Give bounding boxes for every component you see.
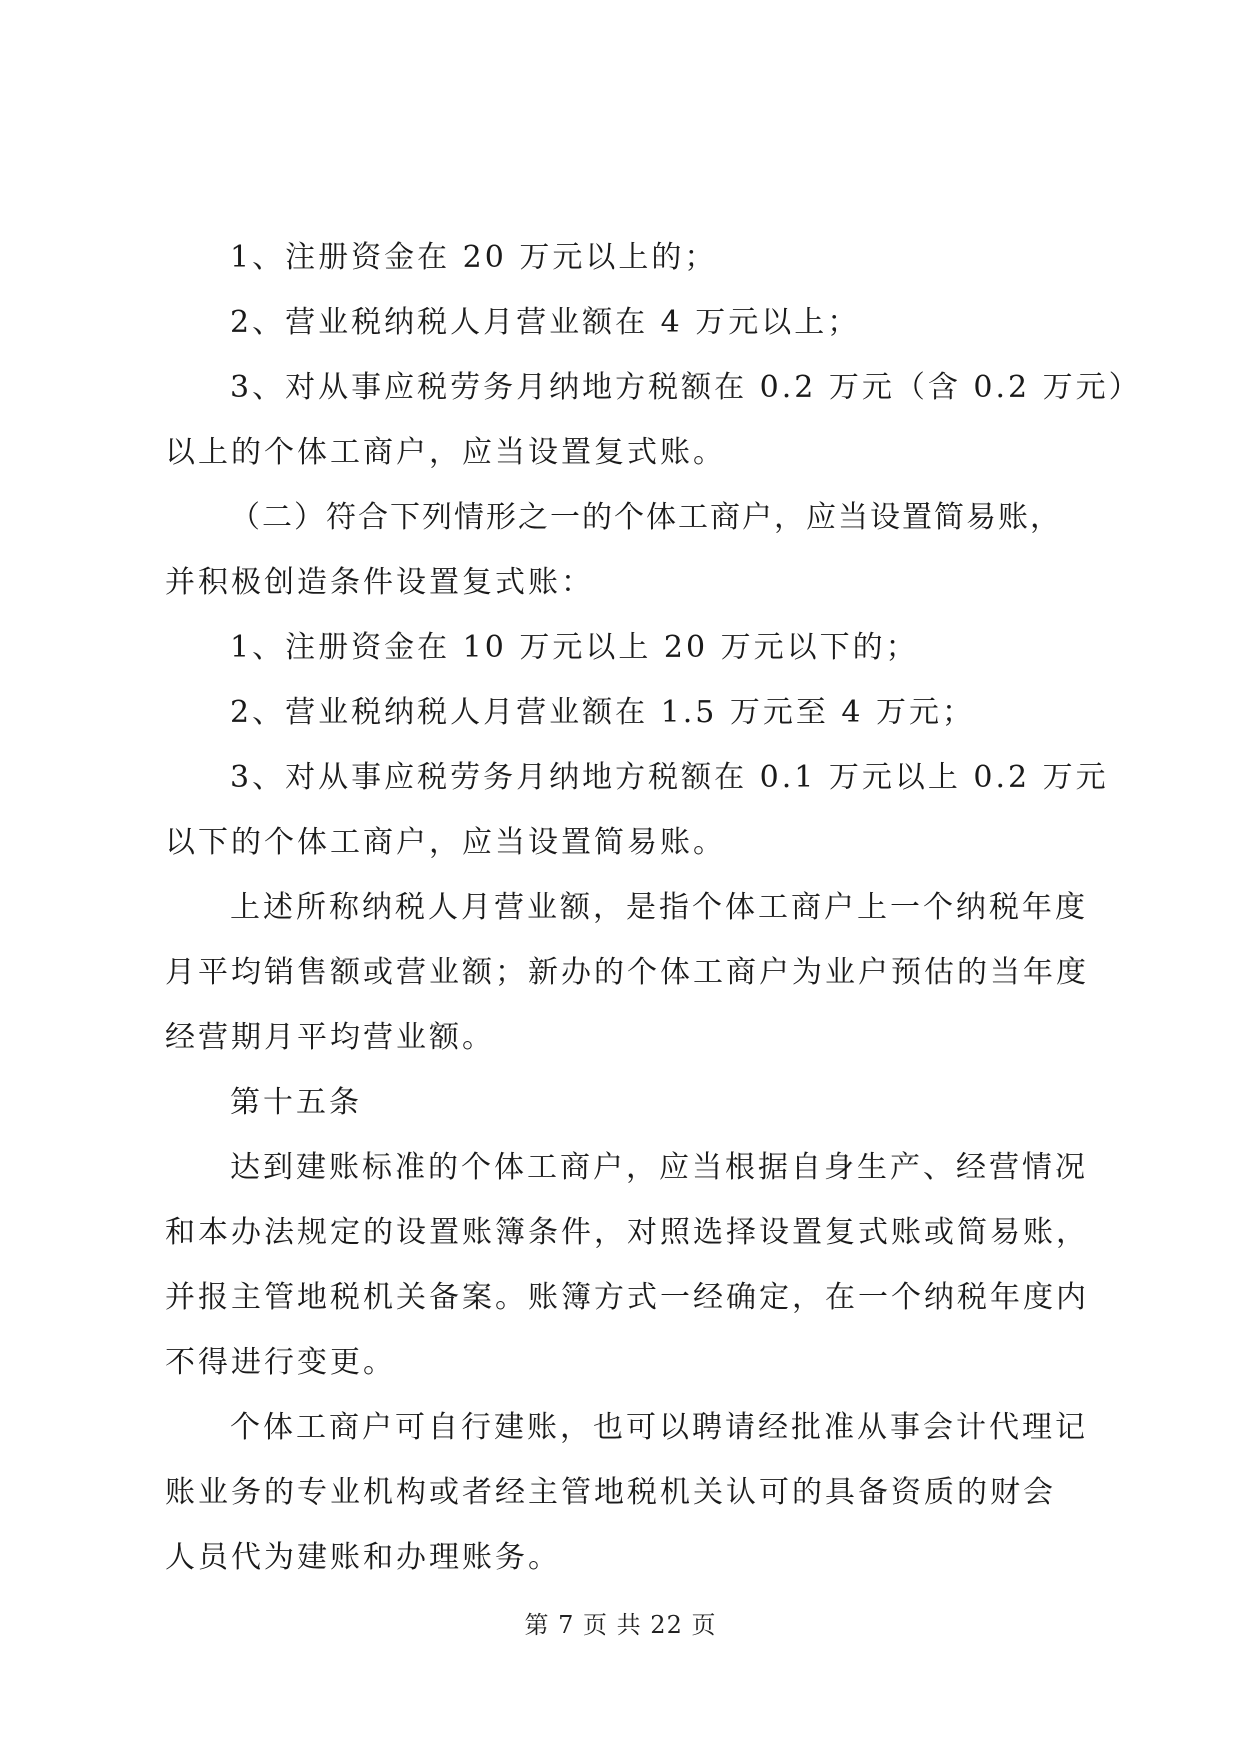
paragraph-line: 和本办法规定的设置账簿条件，对照选择设置复式账或简易账， xyxy=(165,1215,1089,1250)
paragraph-line: 不得进行变更。 xyxy=(165,1345,396,1380)
paragraph-line: 以下的个体工商户，应当设置简易账。 xyxy=(165,825,726,860)
paragraph-line: 并报主管地税机关备案。账簿方式一经确定，在一个纳税年度内 xyxy=(165,1280,1089,1315)
paragraph-line: 上述所称纳税人月营业额，是指个体工商户上一个纳税年度 xyxy=(230,890,1088,925)
article-heading: 第十五条 xyxy=(230,1085,362,1120)
paragraph-line: 月平均销售额或营业额；新办的个体工商户为业户预估的当年度 xyxy=(165,955,1089,990)
paragraph-line: 账业务的专业机构或者经主管地税机关认可的具备资质的财会 xyxy=(165,1475,1056,1510)
paragraph-line: 个体工商户可自行建账，也可以聘请经批准从事会计代理记 xyxy=(230,1410,1088,1445)
document-body xyxy=(165,225,1142,1590)
page-number: 第 7 页 共 22 页 xyxy=(524,1611,717,1639)
list-item: 3、对从事应税劳务月纳地方税额在 0.2 万元（含 0.2 万元） xyxy=(230,370,1142,405)
paragraph-line: 并积极创造条件设置复式账： xyxy=(165,565,594,600)
paragraph-line: 人员代为建账和办理账务。 xyxy=(165,1540,561,1575)
paragraph-line: 以上的个体工商户，应当设置复式账。 xyxy=(165,435,726,470)
list-item: 1、注册资金在 10 万元以上 20 万元以下的； xyxy=(230,630,919,665)
paragraph-line: 达到建账标准的个体工商户，应当根据自身生产、经营情况 xyxy=(230,1150,1088,1185)
paragraph-line: 经营期月平均营业额。 xyxy=(165,1020,495,1055)
list-item: 1、注册资金在 20 万元以上的； xyxy=(230,240,718,275)
section-heading-line: （二）符合下列情形之一的个体工商户，应当设置简易账， xyxy=(230,500,1062,535)
list-item: 2、营业税纳税人月营业额在 1.5 万元至 4 万元； xyxy=(230,695,976,730)
list-item: 2、营业税纳税人月营业额在 4 万元以上； xyxy=(230,305,861,340)
list-item: 3、对从事应税劳务月纳地方税额在 0.1 万元以上 0.2 万元 xyxy=(230,760,1109,795)
